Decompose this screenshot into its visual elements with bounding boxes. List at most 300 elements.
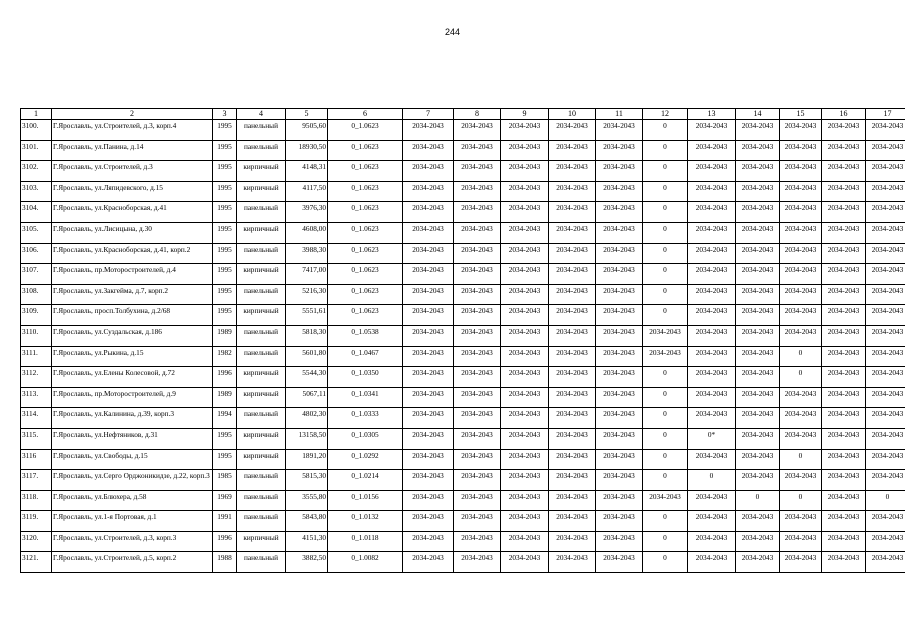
table-cell: Г.Ярославль, ул.Рыкина, д.15: [52, 346, 213, 367]
table-cell: 5544,30: [286, 367, 328, 388]
table-cell: 2034-2043: [596, 202, 643, 223]
table-cell: 1989: [213, 387, 237, 408]
table-cell: 2034-2043: [736, 470, 780, 491]
table-cell: 2034-2043: [596, 428, 643, 449]
table-cell: кирпичный: [237, 428, 286, 449]
table-row: [21, 222, 905, 243]
table-cell: 0: [643, 367, 688, 388]
table-cell: 2034-2043: [596, 161, 643, 182]
table-cell: 2034-2043: [688, 552, 736, 573]
table-cell: 0: [643, 470, 688, 491]
table-cell: панельный: [237, 120, 286, 141]
table-cell: 0_1.0082: [328, 552, 403, 573]
table-cell: 1988: [213, 552, 237, 573]
table-cell: 0_1.0333: [328, 408, 403, 429]
table-cell: Г.Ярославль, ул.Суздальская, д.186: [52, 325, 213, 346]
table-cell: 2034-2043: [822, 140, 866, 161]
table-cell: кирпичный: [237, 264, 286, 285]
table-cell: 2034-2043: [596, 346, 643, 367]
table-cell: 3109.: [21, 305, 52, 326]
table-cell: Г.Ярославль, ул.Панина, д.14: [52, 140, 213, 161]
table-cell: 0: [643, 408, 688, 429]
table-cell: 2034-2043: [866, 120, 905, 141]
table-cell: 2034-2043: [822, 325, 866, 346]
table-cell: 2034-2043: [866, 449, 905, 470]
table-cell: 2034-2043: [688, 202, 736, 223]
column-header: 1: [21, 109, 52, 120]
table-cell: 2034-2043: [403, 449, 454, 470]
table-cell: 2034-2043: [454, 490, 501, 511]
table-cell: 2034-2043: [501, 243, 549, 264]
table-cell: 2034-2043: [403, 428, 454, 449]
table-row: [21, 120, 905, 141]
table-cell: 2034-2043: [549, 202, 596, 223]
table-cell: 2034-2043: [736, 428, 780, 449]
table-cell: 2034-2043: [596, 449, 643, 470]
table-row: [21, 325, 905, 346]
table-cell: 2034-2043: [866, 552, 905, 573]
table-cell: 0: [643, 552, 688, 573]
table-cell: 2034-2043: [501, 222, 549, 243]
column-header: 4: [237, 109, 286, 120]
table-cell: 2034-2043: [501, 140, 549, 161]
table-cell: 2034-2043: [501, 449, 549, 470]
table-cell: 2034-2043: [736, 264, 780, 285]
column-header: 8: [454, 109, 501, 120]
table-cell: 2034-2043: [736, 284, 780, 305]
table-cell: 4148,31: [286, 161, 328, 182]
table-cell: 3102.: [21, 161, 52, 182]
table-cell: 2034-2043: [736, 243, 780, 264]
table-cell: 2034-2043: [501, 305, 549, 326]
table-cell: 2034-2043: [688, 264, 736, 285]
table-cell: 0_1.0623: [328, 284, 403, 305]
table-cell: 2034-2043: [688, 531, 736, 552]
table-cell: Г.Ярославль, ул.Блюхера, д.58: [52, 490, 213, 511]
table-cell: 3116: [21, 449, 52, 470]
table-cell: кирпичный: [237, 367, 286, 388]
table-cell: 2034-2043: [822, 511, 866, 532]
table-cell: 2034-2043: [822, 346, 866, 367]
table-cell: 3112.: [21, 367, 52, 388]
table-cell: 2034-2043: [822, 222, 866, 243]
table-cell: 0_1.0350: [328, 367, 403, 388]
table-cell: 2034-2043: [822, 243, 866, 264]
table-cell: 2034-2043: [736, 325, 780, 346]
table-cell: 3105.: [21, 222, 52, 243]
table-cell: 2034-2043: [549, 531, 596, 552]
table-cell: 1996: [213, 531, 237, 552]
table-cell: 2034-2043: [403, 264, 454, 285]
table-cell: 2034-2043: [403, 161, 454, 182]
table-cell: 2034-2043: [866, 305, 905, 326]
table-cell: 3113.: [21, 387, 52, 408]
table-cell: 5843,80: [286, 511, 328, 532]
table-cell: 2034-2043: [643, 346, 688, 367]
table-cell: 2034-2043: [822, 470, 866, 491]
table-cell: 2034-2043: [822, 367, 866, 388]
table-cell: 2034-2043: [549, 120, 596, 141]
table-cell: 2034-2043: [822, 161, 866, 182]
table-cell: 2034-2043: [736, 449, 780, 470]
table-cell: 2034-2043: [403, 202, 454, 223]
table-cell: панельный: [237, 140, 286, 161]
table-cell: панельный: [237, 511, 286, 532]
table-cell: 0: [643, 531, 688, 552]
table-cell: Г.Ярославль, ул.Красноборская, д.41: [52, 202, 213, 223]
table-cell: 2034-2043: [866, 202, 905, 223]
table-cell: 2034-2043: [822, 202, 866, 223]
table-cell: 2034-2043: [549, 181, 596, 202]
table-cell: 2034-2043: [780, 305, 822, 326]
table-cell: кирпичный: [237, 449, 286, 470]
table-cell: 5815,30: [286, 470, 328, 491]
table-cell: 2034-2043: [736, 387, 780, 408]
table-row: [21, 264, 905, 285]
table-cell: 2034-2043: [866, 264, 905, 285]
table-cell: 2034-2043: [596, 243, 643, 264]
table-cell: 3115.: [21, 428, 52, 449]
table-cell: 2034-2043: [822, 284, 866, 305]
table-cell: панельный: [237, 346, 286, 367]
table-cell: 0_1.0623: [328, 305, 403, 326]
table-cell: 2034-2043: [688, 325, 736, 346]
table-cell: 2034-2043: [866, 222, 905, 243]
table-cell: 2034-2043: [688, 367, 736, 388]
column-header: 12: [643, 109, 688, 120]
table-cell: 2034-2043: [549, 387, 596, 408]
table-cell: Г.Ярославль, ул.Свободы, д.15: [52, 449, 213, 470]
table-cell: 2034-2043: [549, 511, 596, 532]
table-cell: 1995: [213, 264, 237, 285]
table-cell: 2034-2043: [643, 490, 688, 511]
table-cell: панельный: [237, 325, 286, 346]
table-cell: 2034-2043: [403, 470, 454, 491]
table-row: [21, 181, 905, 202]
table-cell: 2034-2043: [780, 264, 822, 285]
table-cell: 0_1.0623: [328, 181, 403, 202]
table-cell: 1891,20: [286, 449, 328, 470]
table-cell: 1995: [213, 161, 237, 182]
table-cell: 2034-2043: [549, 222, 596, 243]
table-cell: 3118.: [21, 490, 52, 511]
table-cell: 2034-2043: [688, 161, 736, 182]
table-cell: 2034-2043: [866, 346, 905, 367]
table-cell: 2034-2043: [454, 470, 501, 491]
table-cell: 2034-2043: [549, 264, 596, 285]
table-cell: 2034-2043: [501, 552, 549, 573]
page-number: 244: [444, 27, 461, 37]
table-cell: 2034-2043: [736, 531, 780, 552]
table-cell: 2034-2043: [688, 511, 736, 532]
table-cell: 3976,30: [286, 202, 328, 223]
table-cell: панельный: [237, 552, 286, 573]
table-cell: 2034-2043: [866, 181, 905, 202]
table-cell: 2034-2043: [454, 222, 501, 243]
table-cell: 2034-2043: [501, 120, 549, 141]
table-cell: 1995: [213, 120, 237, 141]
table-cell: 2034-2043: [736, 367, 780, 388]
table-cell: 2034-2043: [688, 305, 736, 326]
table-cell: Г.Ярославль, ул.Строителей, д.3, корп.4: [52, 120, 213, 141]
table-cell: 2034-2043: [736, 202, 780, 223]
table-cell: 2034-2043: [780, 408, 822, 429]
table-cell: 2034-2043: [822, 264, 866, 285]
table-cell: 3110.: [21, 325, 52, 346]
table-cell: 2034-2043: [780, 120, 822, 141]
table-cell: 2034-2043: [596, 490, 643, 511]
table-cell: 0_1.0156: [328, 490, 403, 511]
table-cell: 2034-2043: [596, 387, 643, 408]
table-cell: 2034-2043: [403, 531, 454, 552]
table-cell: 2034-2043: [688, 346, 736, 367]
table-cell: 1995: [213, 243, 237, 264]
table-cell: 1995: [213, 428, 237, 449]
table-cell: 2034-2043: [454, 346, 501, 367]
table-cell: 2034-2043: [403, 222, 454, 243]
table-cell: 1995: [213, 284, 237, 305]
table-cell: 0: [643, 511, 688, 532]
table-cell: 2034-2043: [780, 140, 822, 161]
table-cell: 2034-2043: [688, 490, 736, 511]
table-cell: 0: [643, 140, 688, 161]
table-cell: 2034-2043: [596, 408, 643, 429]
table-cell: 2034-2043: [736, 181, 780, 202]
table-cell: 0: [643, 305, 688, 326]
table-cell: 4608,00: [286, 222, 328, 243]
table-cell: 2034-2043: [403, 511, 454, 532]
table-cell: 2034-2043: [549, 305, 596, 326]
housing-table: [20, 108, 905, 573]
table-cell: 3119.: [21, 511, 52, 532]
table-cell: 1996: [213, 367, 237, 388]
table-cell: 2034-2043: [866, 325, 905, 346]
table-cell: 2034-2043: [549, 449, 596, 470]
table-cell: 1985: [213, 470, 237, 491]
table-cell: Г.Ярославль, пр.Моторостроителей, д.4: [52, 264, 213, 285]
table-cell: 1994: [213, 408, 237, 429]
table-cell: 2034-2043: [736, 222, 780, 243]
table-cell: 2034-2043: [501, 325, 549, 346]
table-cell: 1995: [213, 222, 237, 243]
table-cell: 2034-2043: [403, 367, 454, 388]
table-cell: кирпичный: [237, 387, 286, 408]
table-cell: 2034-2043: [866, 367, 905, 388]
table-cell: 2034-2043: [736, 552, 780, 573]
table-row: [21, 305, 905, 326]
table-row: [21, 243, 905, 264]
table-cell: 2034-2043: [501, 531, 549, 552]
table-cell: 3108.: [21, 284, 52, 305]
table-cell: 2034-2043: [454, 181, 501, 202]
table-cell: 2034-2043: [596, 325, 643, 346]
table-cell: 2034-2043: [780, 531, 822, 552]
table-cell: кирпичный: [237, 305, 286, 326]
table-cell: Г.Ярославль, пр.Моторостроителей, д.9: [52, 387, 213, 408]
column-header: 15: [780, 109, 822, 120]
table-cell: Г.Ярославль, ул.Нефтяников, д.31: [52, 428, 213, 449]
table-cell: 2034-2043: [688, 284, 736, 305]
table-cell: 3106.: [21, 243, 52, 264]
table-row: [21, 490, 905, 511]
table-cell: 2034-2043: [454, 264, 501, 285]
table-cell: 2034-2043: [454, 408, 501, 429]
table-cell: 2034-2043: [596, 222, 643, 243]
table-cell: 1995: [213, 449, 237, 470]
table-cell: 2034-2043: [822, 428, 866, 449]
column-header: 7: [403, 109, 454, 120]
table-cell: 4151,30: [286, 531, 328, 552]
table-cell: 5067,11: [286, 387, 328, 408]
table-cell: 0: [643, 243, 688, 264]
table-cell: 2034-2043: [822, 490, 866, 511]
table-cell: 0_1.0341: [328, 387, 403, 408]
table-cell: 2034-2043: [866, 470, 905, 491]
table-cell: 3882,50: [286, 552, 328, 573]
table-cell: 2034-2043: [688, 408, 736, 429]
table-cell: 2034-2043: [501, 202, 549, 223]
column-header: 13: [688, 109, 736, 120]
table-cell: 2034-2043: [549, 161, 596, 182]
table-cell: 13158,50: [286, 428, 328, 449]
table-cell: 0_1.0623: [328, 140, 403, 161]
table-cell: 2034-2043: [454, 552, 501, 573]
table-cell: 2034-2043: [549, 284, 596, 305]
table-cell: 2034-2043: [688, 449, 736, 470]
table-cell: 2034-2043: [454, 531, 501, 552]
table-cell: 2034-2043: [403, 552, 454, 573]
table-cell: 0: [643, 202, 688, 223]
table-cell: 1995: [213, 305, 237, 326]
table-cell: 3988,30: [286, 243, 328, 264]
table-cell: 2034-2043: [454, 305, 501, 326]
table-cell: 2034-2043: [454, 367, 501, 388]
table-cell: кирпичный: [237, 531, 286, 552]
table-cell: 4802,30: [286, 408, 328, 429]
table-cell: 2034-2043: [454, 120, 501, 141]
table-cell: панельный: [237, 408, 286, 429]
table-cell: 2034-2043: [780, 222, 822, 243]
table-cell: 2034-2043: [780, 202, 822, 223]
table-cell: 0: [736, 490, 780, 511]
table-cell: 2034-2043: [501, 408, 549, 429]
table-cell: 3100.: [21, 120, 52, 141]
table-cell: 2034-2043: [454, 428, 501, 449]
table-row: [21, 552, 905, 573]
table-cell: 2034-2043: [454, 449, 501, 470]
table-cell: 2034-2043: [866, 531, 905, 552]
table-row: [21, 511, 905, 532]
table-cell: 0_1.0623: [328, 161, 403, 182]
table-cell: кирпичный: [237, 222, 286, 243]
table-cell: 2034-2043: [549, 243, 596, 264]
table-cell: 0: [780, 449, 822, 470]
table-cell: кирпичный: [237, 181, 286, 202]
table-cell: Г.Ярославль, ул.Строителей, д.3: [52, 161, 213, 182]
table-cell: 2034-2043: [822, 408, 866, 429]
table-cell: 2034-2043: [688, 222, 736, 243]
table-cell: кирпичный: [237, 161, 286, 182]
table-cell: панельный: [237, 243, 286, 264]
table-cell: 0_1.0623: [328, 243, 403, 264]
table-cell: 2034-2043: [688, 140, 736, 161]
table-cell: 2034-2043: [780, 325, 822, 346]
table-cell: Г.Ярославль, просп.Толбухина, д.2/68: [52, 305, 213, 326]
table-cell: 2034-2043: [549, 408, 596, 429]
table-cell: 2034-2043: [596, 470, 643, 491]
table-cell: 3101.: [21, 140, 52, 161]
table-row: [21, 346, 905, 367]
table-cell: 0: [643, 181, 688, 202]
table-cell: 2034-2043: [866, 161, 905, 182]
table-cell: 2034-2043: [780, 387, 822, 408]
table-cell: 2034-2043: [780, 428, 822, 449]
table-row: [21, 367, 905, 388]
table-cell: 2034-2043: [866, 284, 905, 305]
table-cell: 0: [643, 120, 688, 141]
table-cell: 2034-2043: [780, 161, 822, 182]
table-cell: 2034-2043: [822, 181, 866, 202]
column-header: 6: [328, 109, 403, 120]
table-cell: 0_1.0214: [328, 470, 403, 491]
table-cell: 5216,30: [286, 284, 328, 305]
table-row: [21, 202, 905, 223]
table-row: [21, 284, 905, 305]
table-cell: 2034-2043: [736, 511, 780, 532]
table-cell: 2034-2043: [688, 120, 736, 141]
table-cell: 2034-2043: [501, 264, 549, 285]
table-cell: 0: [780, 346, 822, 367]
table-cell: 2034-2043: [549, 140, 596, 161]
table-cell: 7417,00: [286, 264, 328, 285]
table-cell: панельный: [237, 284, 286, 305]
table-cell: 1982: [213, 346, 237, 367]
table-cell: 2034-2043: [643, 325, 688, 346]
table-cell: 2034-2043: [403, 346, 454, 367]
table-cell: 3555,80: [286, 490, 328, 511]
table-cell: 0: [643, 161, 688, 182]
table-cell: 1995: [213, 181, 237, 202]
table-cell: Г.Ярославль, ул.1-я Портовая, д.1: [52, 511, 213, 532]
table-cell: 2034-2043: [866, 428, 905, 449]
table-cell: 0: [688, 470, 736, 491]
table-cell: 2034-2043: [501, 181, 549, 202]
table-cell: 2034-2043: [501, 511, 549, 532]
column-header: 14: [736, 109, 780, 120]
table-cell: Г.Ярославль, ул.Строителей, д.3, корп.3: [52, 531, 213, 552]
table-row: [21, 449, 905, 470]
table-cell: Г.Ярославль, ул.Елены Колесовой, д.72: [52, 367, 213, 388]
table-cell: 0_1.0467: [328, 346, 403, 367]
table-cell: 2034-2043: [454, 387, 501, 408]
table-cell: 2034-2043: [403, 490, 454, 511]
table-cell: 1989: [213, 325, 237, 346]
table-cell: 9505,60: [286, 120, 328, 141]
table-cell: 0: [643, 264, 688, 285]
table-cell: 2034-2043: [688, 243, 736, 264]
table-cell: 2034-2043: [454, 243, 501, 264]
table-cell: 2034-2043: [688, 181, 736, 202]
table-cell: 1991: [213, 511, 237, 532]
table-cell: 2034-2043: [822, 449, 866, 470]
table-cell: 2034-2043: [780, 181, 822, 202]
table-cell: Г.Ярославль, ул.Строителей, д.5, корп.2: [52, 552, 213, 573]
table-cell: 2034-2043: [549, 428, 596, 449]
table-cell: 2034-2043: [501, 428, 549, 449]
table-cell: Г.Ярославль, ул.Красноборская, д.41, корп.2: [52, 243, 213, 264]
column-header: 3: [213, 109, 237, 120]
table-cell: 2034-2043: [866, 387, 905, 408]
